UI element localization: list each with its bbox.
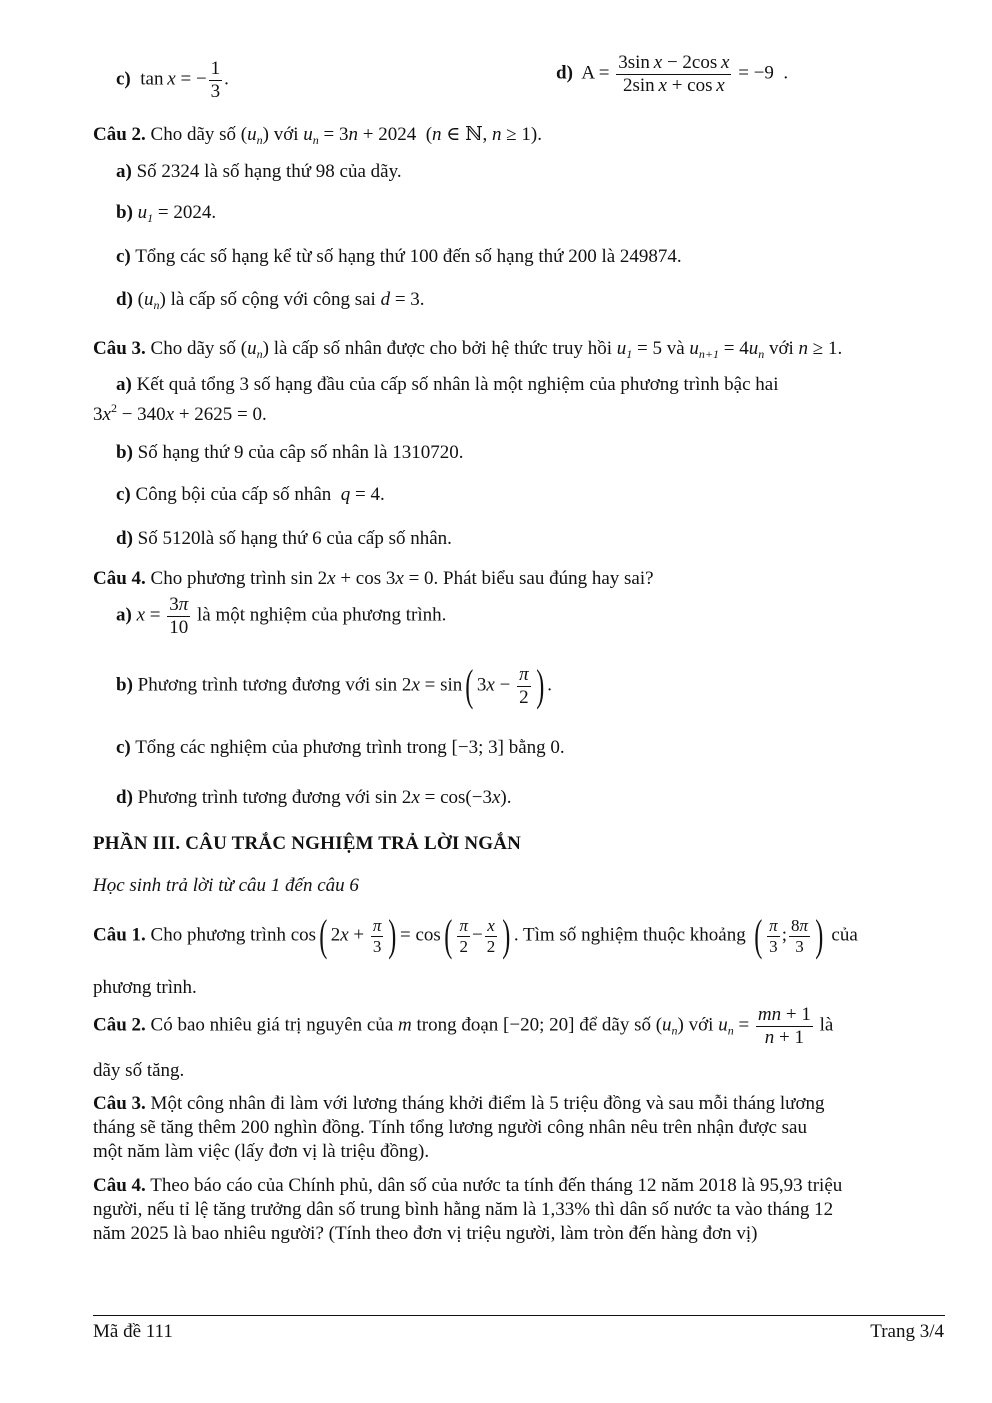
cau3-stem: Câu 3. Cho dãy số $(u_n)$ là cấp số nhân được cho bởi hệ thức truy hồi $u_1 = 5$ và $u_{n+1} = 4u_n$ với n ≥ 1. (93, 338, 843, 361)
footer-exam-code: Mã đề 111 (93, 1321, 173, 1342)
cau2-b: b) $u_1 = 2024$. (116, 202, 217, 225)
sq2-stem: Câu 2. Có bao nhiêu giá trị nguyên của m trong đoạn [−20; 20] để dãy số $(u_n)$ với $u_n$ = $\frac{mn + 1}{n + 1}$ là (93, 1004, 834, 1048)
sq2-stem-cont: dãy số tăng. (93, 1060, 185, 1081)
part3-instruction: Học sinh trả lời từ câu 1 đến câu 6 (93, 875, 359, 896)
item-c-tan: c) tan x = − $\frac{1}{3}$ . (116, 58, 229, 102)
cau4-d: d) Phương trình tương đương với sin 2x = cos(−3x). (116, 787, 512, 808)
cau4-c: c) Tổng các nghiệm của phương trình trong [−3; 3] bằng 0. (116, 737, 565, 758)
sq3-line2: tháng sẽ tăng thêm 200 nghìn đồng. Tính tổng lương người công nhân nêu trên nhận được sau (93, 1117, 807, 1138)
footer-page-number: Trang 3/4 (870, 1321, 944, 1342)
cau4-a: a) x = $\frac{3\pi}{10}$ là một nghiệm của phương trình. (116, 594, 447, 638)
cau3-a-equation: $3x^2 - 340x + 2625 = 0$. (93, 401, 267, 425)
cau3-d: d) Số 5120là số hạng thứ 6 của cấp số nhân. (116, 528, 452, 549)
cau4-b: b) Phương trình tương đương với sin 2x = sin( 3x − $\frac{\pi}{2}$ ) . (116, 661, 553, 711)
sq4-line1: Câu 4. Theo báo cáo của Chính phủ, dân số của nước ta tính đến tháng 12 năm 2018 là 95,93 triệu (93, 1175, 843, 1196)
sq1-stem-cont: phương trình. (93, 977, 197, 998)
cau3-a: a) Kết quả tổng 3 số hạng đầu của cấp số nhân là một nghiệm của phương trình bậc hai (116, 374, 779, 395)
sq1-stem: Câu 1. Cho phương trình cos( 2x + $\frac{\pi}{3}$ ) = cos( $\frac{\pi}{2}$ − $\frac{x}{2}$ ) . Tìm số nghiệm thuộc khoảng ( $\frac{\pi}{3}$ ; $\frac{8\pi}{3}$ ) của (93, 911, 858, 960)
cau3-c: c) Công bội của cấp số nhân q = 4. (116, 484, 385, 505)
cau2-d: d) $(u_n)$ là cấp số cộng với công sai d = 3. (116, 289, 425, 312)
sq3-line3: một năm làm việc (lấy đơn vị là triệu đồng). (93, 1141, 430, 1162)
item-d-ratio: d) A = $\frac{\text{3sin x − 2cos x}}{\text{2sin x + cos x}}$ = −9 . (556, 52, 789, 96)
cau2-c: c) Tổng các số hạng kể từ số hạng thứ 100 đến số hạng thứ 200 là 249874. (116, 246, 682, 267)
sq4-line2: người, nếu tỉ lệ tăng trưởng dân số trung bình hằng năm là 1,33% thì dân số nước ta vào tháng 12 (93, 1199, 834, 1220)
cau3-b: b) Số hạng thứ 9 của câp số nhân là 1310720. (116, 442, 464, 463)
sq4-line3: năm 2025 là bao nhiêu người? (Tính theo đơn vị triệu người, làm tròn đến hàng đơn vị) (93, 1223, 758, 1244)
cau2-a: a) Số 2324 là số hạng thứ 98 của dãy. (116, 161, 402, 182)
sq3-line1: Câu 3. Một công nhân đi làm với lương tháng khởi điểm là 5 triệu đồng và sau mỗi tháng lương (93, 1093, 825, 1114)
footer-divider (93, 1315, 945, 1316)
part3-heading: PHẦN III. CÂU TRẮC NGHIỆM TRẢ LỜI NGẮN (93, 833, 522, 854)
cau2-stem: Câu 2. Cho dãy số $(u_n)$ với $u_n = 3n + 2024$ (n ∈ ℕ, n ≥ 1). (93, 124, 542, 147)
cau4-stem: Câu 4. Cho phương trình sin 2x + cos 3x = 0. Phát biểu sau đúng hay sai? (93, 568, 654, 589)
